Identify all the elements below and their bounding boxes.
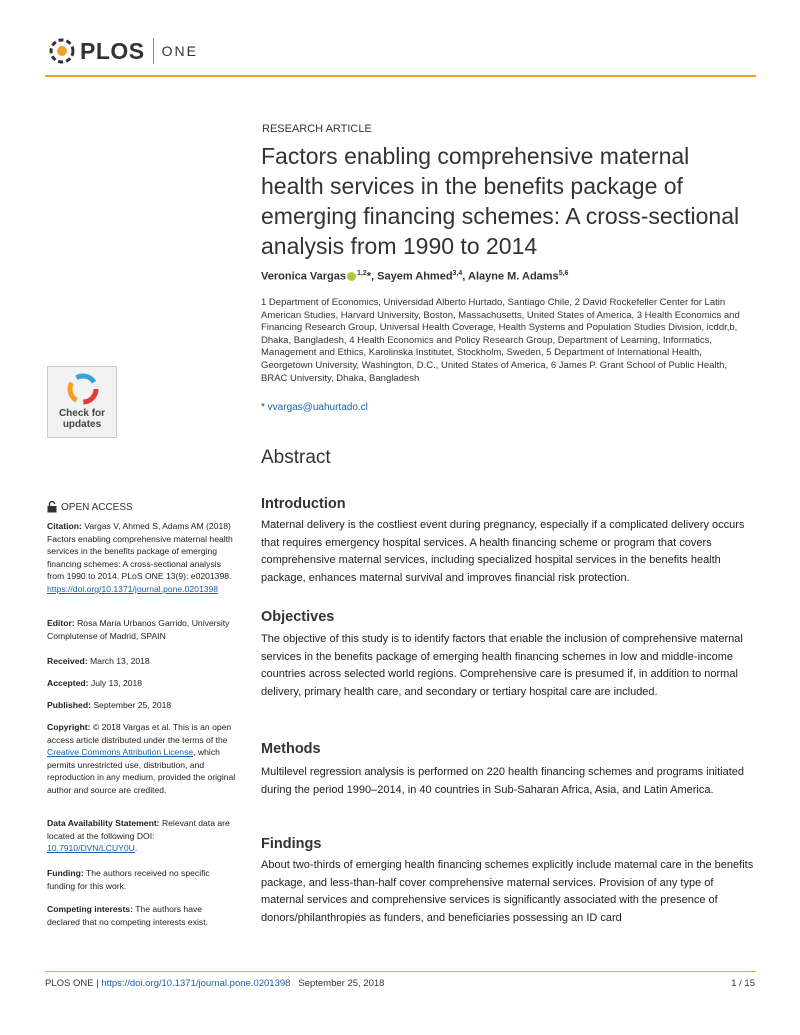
received-block: [47, 655, 237, 668]
accepted-label: Accepted:: [47, 678, 89, 688]
check-updates-icon: [48, 367, 118, 407]
funding-text: The authors received no specific funding for this work.: [47, 868, 210, 891]
page-footer: [45, 978, 384, 989]
funding-block: [47, 867, 237, 892]
email-link[interactable]: vvargas@uahurtado.cl: [267, 402, 368, 413]
logo-text: PLOS: [80, 37, 145, 64]
copyright-label: Copyright:: [47, 722, 91, 732]
author-name: Veronica Vargas: [261, 270, 346, 283]
copyright-text: © 2018 Vargas et al. This is an open access article distributed under the terms of the: [47, 722, 232, 745]
data-availability-text: Relevant data are located at the following DOI:: [47, 818, 230, 841]
affiliations: 1 Department of Economics, Universidad Alberto Hurtado, Santiago Chile, 2 David Rockefeller Center for Latin American Studies, Harvard University, Boston, Massachusetts, United States of America, 3 Health Economics and Financing Research Group, Universal Health Coverage, Health Systems and Population Studies Division, icddr,b, Dhaka, Bangladesh, 4 Health Economics and Policy Research Group, Department of Learning, Informatics, Management and Ethics, Karolinska Institutet, Stockholm, Sweden, 5 Department of International Health, Georgetown University, Washington, D.C., United States of America, 6 James P. Grant School of Public Health, BRAC University, Dhaka, Bangladesh: [261, 297, 740, 384]
data-doi-link[interactable]: 10.7910/DVN/LCUY0U: [47, 843, 135, 854]
page-number: 1 / 15: [731, 978, 755, 989]
section-text-findings: About two-thirds of emerging health financing schemes explicitly include maternal care in the benefits package, and less-than-half cover comprehensive maternal services. Provision of any type of maternal services and comprehensive services is significantly associated with the presence of donors/philanthropies as funders, and beneficiaries possessing an ID card: [261, 859, 754, 925]
check-updates-label: [47, 408, 117, 430]
editor-block: [47, 617, 237, 642]
citation-doi-link[interactable]: https://doi.org/10.1371/journal.pone.0201398: [47, 583, 219, 594]
copyright-block: [47, 721, 237, 797]
competing-interests-label: Competing interests:: [47, 904, 133, 914]
author-list: Veronica Vargas $^{1,2}$*, Sayem Ahmed$^{3,4}$, Alayne M. Adams$^{5,6}$: [261, 270, 569, 283]
corresponding-email: [261, 402, 368, 413]
citation-label: Citation:: [47, 521, 82, 531]
editor-label: Editor:: [47, 618, 75, 628]
email-prefix: *: [261, 402, 268, 413]
section-heading-objectives: Objectives: [261, 609, 335, 625]
section-heading-findings: Findings: [261, 836, 322, 852]
section-text-objectives: The objective of this study is to identify factors that enable the inclusion of comprehensive maternal services in the benefits package of emerging health financing schemes in low and middle-income countries across selected world regions. Comprehensive care is presumed if, in addition to normal delivery, primary health care, and secondary or tertiary hospital care are included.: [261, 633, 743, 699]
logo-divider: [153, 38, 154, 64]
open-access: [47, 501, 133, 513]
received-label: Received:: [47, 656, 88, 666]
published-label: Published:: [47, 700, 91, 710]
author-affil-sup: 1,2: [357, 270, 367, 277]
received-date: March 13, 2018: [90, 656, 150, 666]
abstract-heading: Abstract: [261, 447, 331, 468]
header-rule: [45, 75, 756, 77]
published-block: [47, 699, 237, 712]
data-availability-end: .: [134, 843, 138, 854]
open-access-label: OPEN ACCESS: [61, 501, 133, 513]
competing-interests-text: The authors have declared that no competing interests exist.: [47, 904, 208, 927]
footer-journal: PLOS ONE |: [45, 978, 102, 989]
author-name: Alayne M. Adams: [468, 270, 559, 283]
check-updates-line2: updates: [62, 419, 102, 430]
footer-date: September 25, 2018: [298, 978, 385, 989]
footer-doi-link[interactable]: https://doi.org/10.1371/journal.pone.0201398: [101, 978, 291, 989]
article-type: RESEARCH ARTICLE: [262, 123, 372, 135]
accepted-block: [47, 677, 237, 690]
orcid-icon[interactable]: [347, 272, 356, 281]
published-date: September 25, 2018: [93, 700, 172, 710]
citation-block: [47, 520, 237, 596]
author-name: Sayem Ahmed: [377, 270, 453, 283]
author-affil-sup: 5,6: [558, 270, 569, 277]
logo-subtext: ONE: [161, 43, 198, 59]
check-updates-line1: Check for: [58, 408, 106, 419]
section-heading-methods: Methods: [261, 741, 321, 757]
editor-text: Rosa Maria Urbanos Garrido, University Complutense of Madrid, SPAIN: [47, 618, 230, 641]
copyright-text-end: , which permits unrestricted use, distribution, and reproduction in any medium, provided the original author and source are credited.: [47, 747, 236, 795]
data-availability-block: [47, 817, 237, 855]
open-lock-icon: [47, 501, 57, 513]
plos-logo-icon: [47, 36, 77, 66]
data-availability-label: Data Availability Statement:: [47, 818, 160, 828]
section-text-introduction: Maternal delivery is the costliest event during pregnancy, especially if a complicated delivery occurs that requires emergency hospital services. A health financing scheme or program that covers comprehensive maternal services, including specialized hospital services in the benefits health package, enhances maternal survival and improves financial risk protection.: [261, 519, 745, 585]
license-link[interactable]: Creative Commons Attribution License: [47, 747, 194, 758]
funding-label: Funding:: [47, 868, 84, 878]
corresponding-mark: *: [366, 270, 372, 283]
citation-text: Vargas V, Ahmed S, Adams AM (2018) Factors enabling comprehensive maternal health services in the benefits package of emerging financing schemes: A cross-sectional analysis from 1990 to 2014. PLoS ONE 13(9): e0201398.: [47, 521, 233, 582]
section-heading-introduction: Introduction: [261, 496, 346, 512]
accepted-date: July 13, 2018: [90, 678, 143, 688]
footer-rule: [45, 971, 756, 972]
article-title: Factors enabling comprehensive maternal health services in the benefits package of emerging financing schemes: A cross-sectional analysis from 1990 to 2014: [261, 143, 740, 259]
plos-logo[interactable]: [47, 36, 198, 66]
section-text-methods: Multilevel regression analysis is performed on 220 health financing schemes and programs initiated during the period 1990–2014, in 40 countries in Sub-Saharan Africa, Asia, and Latin America.: [261, 766, 745, 796]
author-affil-sup: 3,4: [452, 270, 463, 277]
competing-interests-block: [47, 903, 237, 928]
